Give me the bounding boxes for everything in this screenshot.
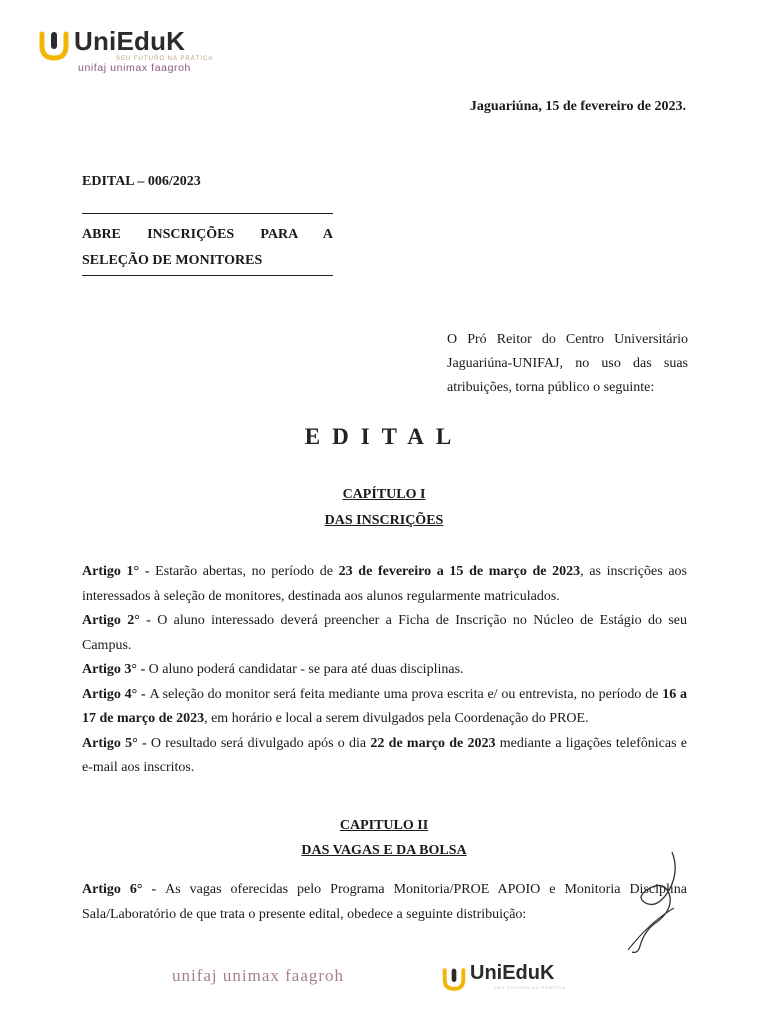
article-3: Artigo 3° - O aluno poderá candidatar - se para até duas disciplinas. xyxy=(82,662,464,677)
article-6: Artigo 6° - As vagas oferecidas pelo Programa Monitoria/PROE APOIO e Monitoria Disciplina Sala/Laboratório de que trata o presente edital, obedece a seguinte distribuição: xyxy=(82,882,687,922)
article-2: Artigo 2° - O aluno interessado deverá preencher a Ficha de Inscrição no Núcleo de Estágio do seu Campus. xyxy=(82,613,688,653)
footer-logo-tagline: SEU FUTURO NA PRÁTICA xyxy=(494,985,566,990)
logo-brands: unifaj unimax faagroh xyxy=(78,62,191,74)
edital-subject: ABRE INSCRIÇÕES PARA A SELEÇÃO DE MONITORES xyxy=(82,227,333,268)
article-5: Artigo 5° - O resultado será divulgado após o dia 22 de março de 2023 mediante a ligações telefônicas e e-mail aos inscritos. xyxy=(82,735,688,775)
article-4: Artigo 4° - A seleção do monitor será feita mediante uma prova escrita e/ ou entrevista, no período de 16 a 17 de março de 2023, em horário e local a serem divulgados pela Coordenação do PROE. xyxy=(82,686,687,726)
footer-logo xyxy=(440,962,600,996)
subject-rule-bottom xyxy=(82,275,333,276)
chapter2-name: DAS VAGAS E DA BOLSA xyxy=(301,843,467,858)
edital-number: EDITAL – 006/2023 xyxy=(82,174,201,189)
preamble: O Pró Reitor do Centro Universitário Jaguariúna-UNIFAJ, no uso das suas atribuições, torna público o seguinte: xyxy=(447,332,688,395)
footer-logo-wordmark: UniEduK xyxy=(470,962,555,984)
chapter1-name: DAS INSCRIÇÕES xyxy=(324,513,444,528)
article-1: Artigo 1° - Estarão abertas, no período de 23 de fevereiro a 15 de março de 2023, as inscrições aos interessados à seleção de monitores, destinada aos alunos regularmente matriculados. xyxy=(82,564,687,604)
footer-unieduk-u-icon xyxy=(440,964,468,992)
articles-section xyxy=(82,560,687,781)
document-title: EDITAL xyxy=(304,424,464,449)
subject-rule-top xyxy=(82,213,333,214)
header-logo xyxy=(36,26,236,86)
date-line: Jaguariúna, 15 de fevereiro de 2023. xyxy=(469,99,686,114)
footer-brands: unifaj unimax faagroh xyxy=(172,966,345,985)
unieduk-u-icon xyxy=(36,26,72,62)
logo-wordmark: UniEduK xyxy=(74,26,186,56)
chapter1-number: CAPÍTULO I xyxy=(342,487,426,502)
chapter2-number: CAPITULO II xyxy=(339,818,429,833)
logo-tagline: SEU FUTURO NA PRÁTICA xyxy=(116,56,214,62)
handwritten-signature xyxy=(610,842,690,957)
